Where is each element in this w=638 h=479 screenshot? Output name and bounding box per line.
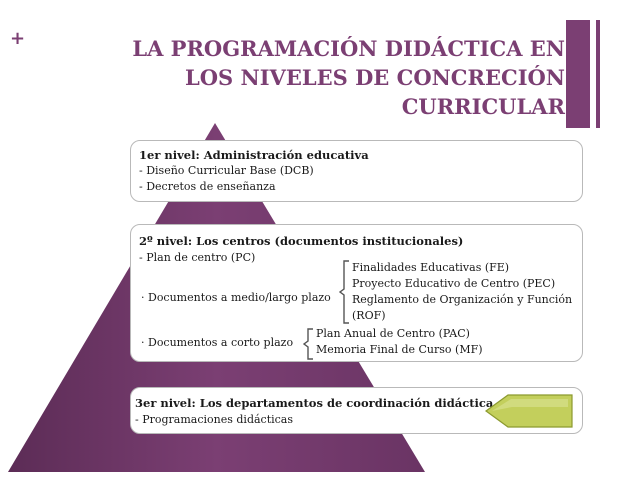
short-term-doc: Memoria Final de Curso (MF): [316, 343, 483, 356]
short-term-doc: Plan Anual de Centro (PAC): [316, 327, 470, 340]
long-term-label: · Documentos a medio/largo plazo: [141, 291, 331, 304]
title-line-2: LOS NIVELES DE CONCRECIÓN: [184, 65, 565, 90]
level-3-item: - Programaciones didácticas: [135, 413, 294, 426]
level-1-heading: 1er nivel: Administración educativa: [139, 148, 369, 162]
long-term-doc: Finalidades Educativas (FE): [352, 261, 510, 274]
level-3-box: [130, 387, 583, 434]
brace-icon: [303, 328, 315, 360]
brace-icon: [339, 260, 351, 324]
long-term-doc: Proyecto Educativo de Centro (PEC): [352, 277, 556, 290]
level-3-heading: 3er nivel: Los departamentos de coordinación didáctica: [135, 396, 494, 410]
level-2-heading: 2º nivel: Los centros (documentos institucionales): [139, 234, 464, 248]
left-arrow-icon: [484, 393, 574, 429]
level-1-item: - Decretos de enseñanza: [139, 180, 276, 193]
level-1-box: [130, 140, 583, 202]
level-2-box: [130, 224, 583, 362]
long-term-doc: (ROF): [352, 309, 386, 322]
plus-icon: +: [10, 28, 26, 49]
short-term-label: · Documentos a corto plazo: [141, 336, 294, 349]
level-1-item: - Diseño Curricular Base (DCB): [139, 164, 314, 177]
title-line-1: LA PROGRAMACIÓN DIDÁCTICA EN: [132, 36, 565, 61]
title-line-3: CURRICULAR: [401, 94, 565, 119]
long-term-doc: Reglamento de Organización y Función: [352, 293, 573, 306]
plan-centro-label: - Plan de centro (PC): [139, 251, 256, 264]
